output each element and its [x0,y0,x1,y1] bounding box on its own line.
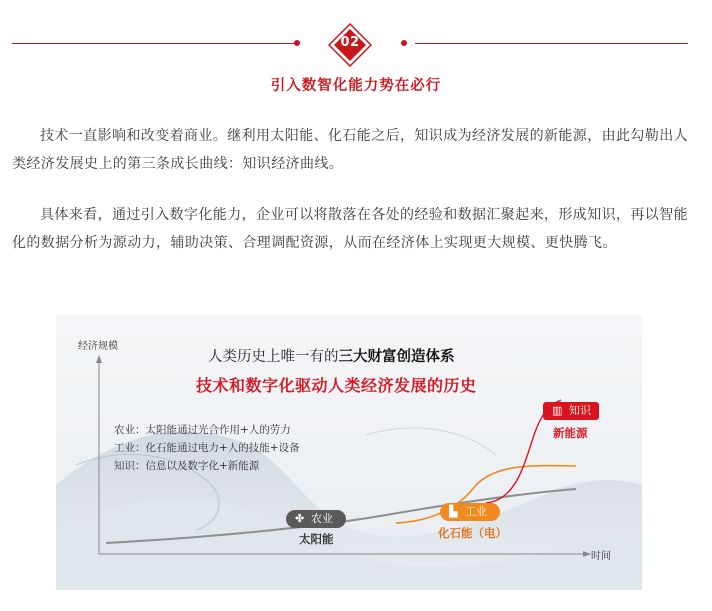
header-dot-left [294,40,300,46]
header-dot-right [401,40,407,46]
book-icon: ▥ [552,404,563,417]
x-axis-label: 时间 [591,551,611,562]
figure-title-emphasis: 三大财富创造体系 [338,349,455,365]
y-axis-label: 经济规模 [78,341,118,352]
industry-badge [440,503,500,521]
economic-history-figure [56,315,642,590]
legend-agriculture: 农业：太阳能通过光合作用+人的劳力 [114,424,291,436]
figure-title-prefix: 人类历史上唯一有的 [208,349,339,365]
legend-knowledge: 知识：信息以及数字化+新能源 [114,460,260,472]
paragraph-2-text: 具体来看，通过引入数字化能力，企业可以将散落在各处的经验和数据汇聚起来，形成知识，再以智能化的数据分析为源动力，辅助决策、合理调配资源，从而在经济体上实现更大规模、更快腾飞。 [12,207,688,251]
section-number: 02 [340,35,360,50]
knowledge-label: 知识 [569,404,591,417]
header-rule-left [12,43,297,44]
header-rule-right [415,43,688,44]
agriculture-badge [286,510,346,528]
section-number-badge [328,23,372,67]
agriculture-energy: 太阳能 [299,532,334,546]
knowledge-energy: 新能源 [553,426,588,440]
plant-icon: ✤ [295,512,305,525]
paragraph-1-text: 技术一直影响和改变着商业。继利用太阳能、化石能之后，知识成为经济发展的新能源，由此勾勒出人类经济发展史上的第三条成长曲线：知识经济曲线。 [12,128,688,172]
section-title: 引入数智化能力势在必行 [270,78,442,94]
industry-energy: 化石能（电） [438,526,507,540]
knowledge-badge [543,402,599,420]
agriculture-label: 农业 [311,512,333,525]
industry-label: 工业 [465,505,487,518]
body-paragraph-2 [12,201,700,257]
body-paragraph-1 [12,122,700,178]
figure-subtitle: 技术和数字化驱动人类经济发展的历史 [196,376,477,395]
figure-title [208,345,455,366]
factory-icon: ▙ [449,505,458,518]
legend-industry: 工业：化石能通过电力+人的技能+设备 [114,442,300,454]
